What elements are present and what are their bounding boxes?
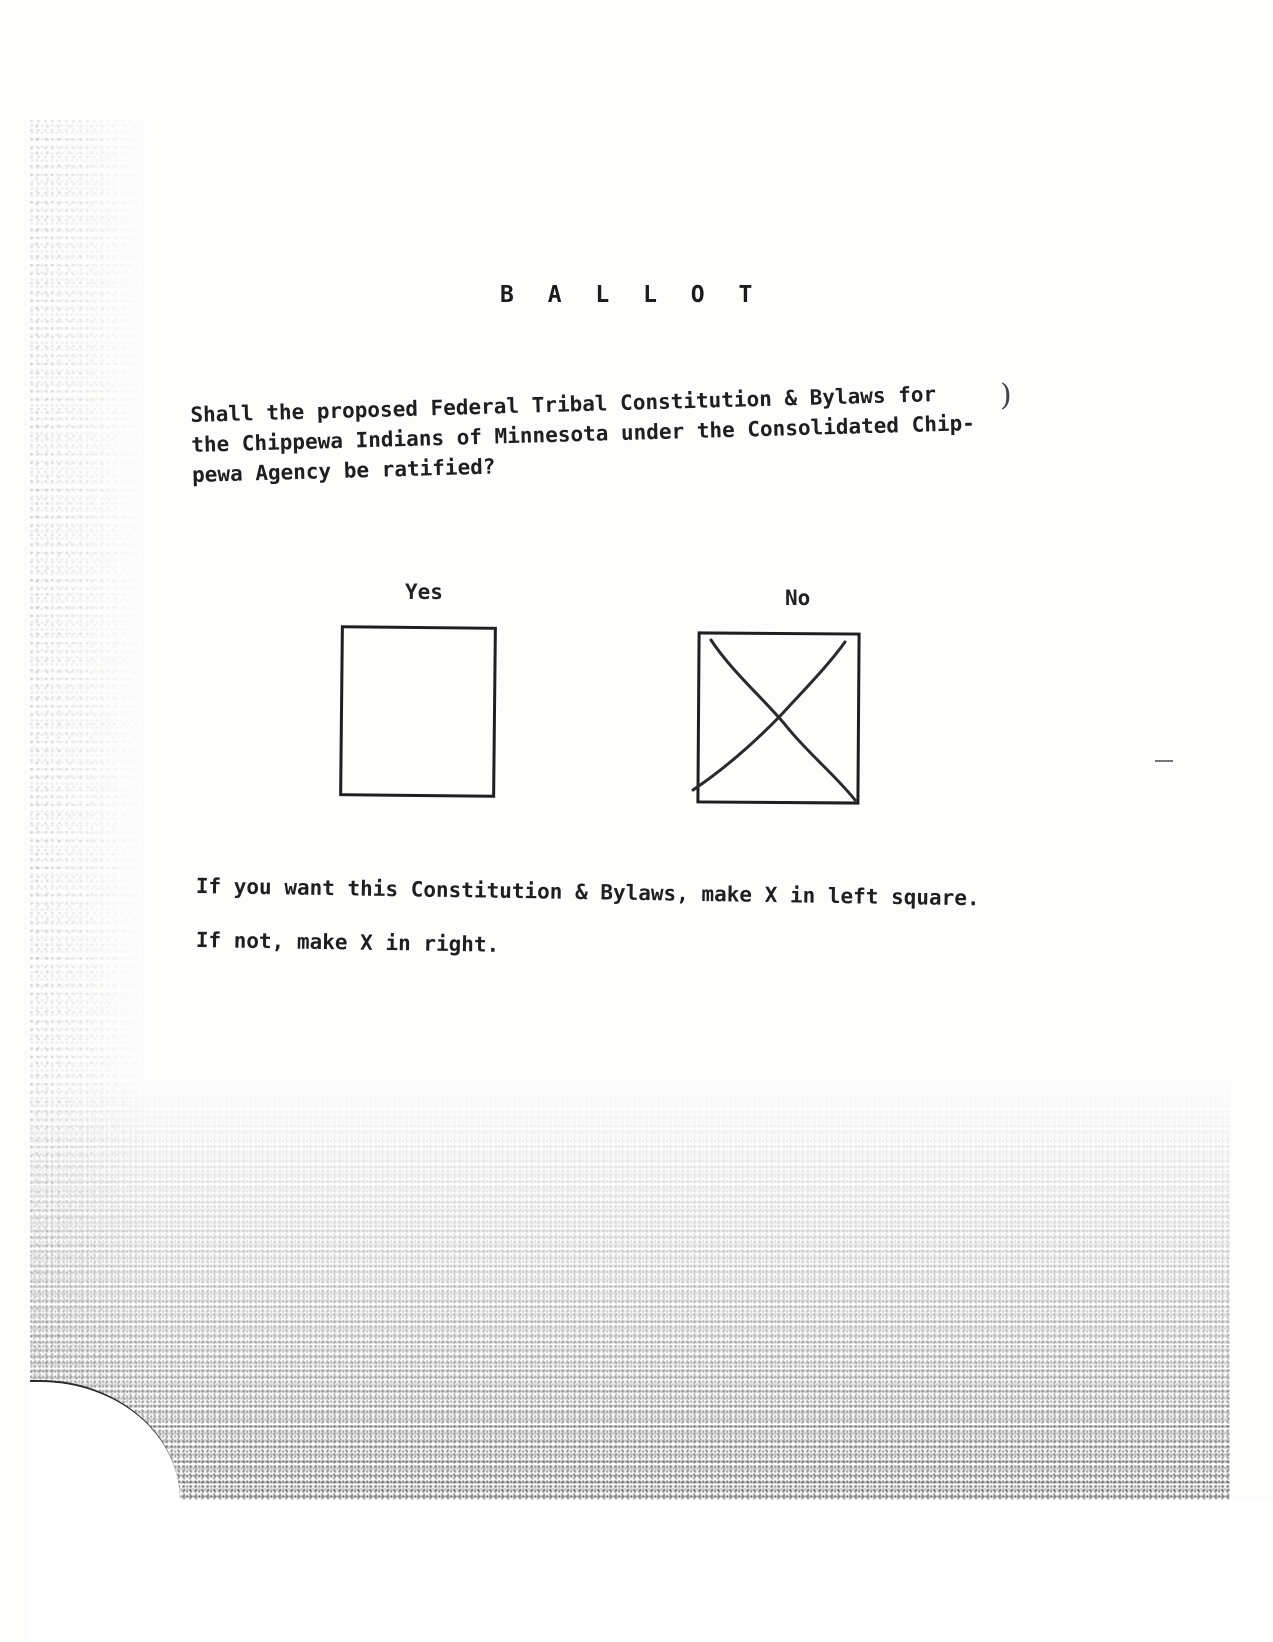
option-yes-checkbox[interactable] — [339, 625, 497, 798]
option-no-label: No — [785, 586, 811, 610]
page-bottom-margin — [30, 1500, 1273, 1642]
margin-dash-mark — [1155, 760, 1173, 762]
ballot-title: B A L L O T — [500, 282, 763, 308]
instruction-yes: If you want this Constitution & Bylaws, make X in left square. — [195, 874, 980, 911]
instruction-no: If not, make X in right. — [195, 928, 500, 957]
margin-bracket-mark: ) — [1000, 378, 1012, 413]
handwritten-x-mark-icon — [687, 632, 862, 812]
ballot-question: Shall the proposed Federal Tribal Constitution & Bylaws for the Chippewa Indians of Minnesota under the Consolidated Chip- pewa Agency be ratified? — [190, 382, 976, 487]
option-yes-label: Yes — [405, 580, 443, 604]
scan-noise-bottom — [30, 1080, 1230, 1500]
